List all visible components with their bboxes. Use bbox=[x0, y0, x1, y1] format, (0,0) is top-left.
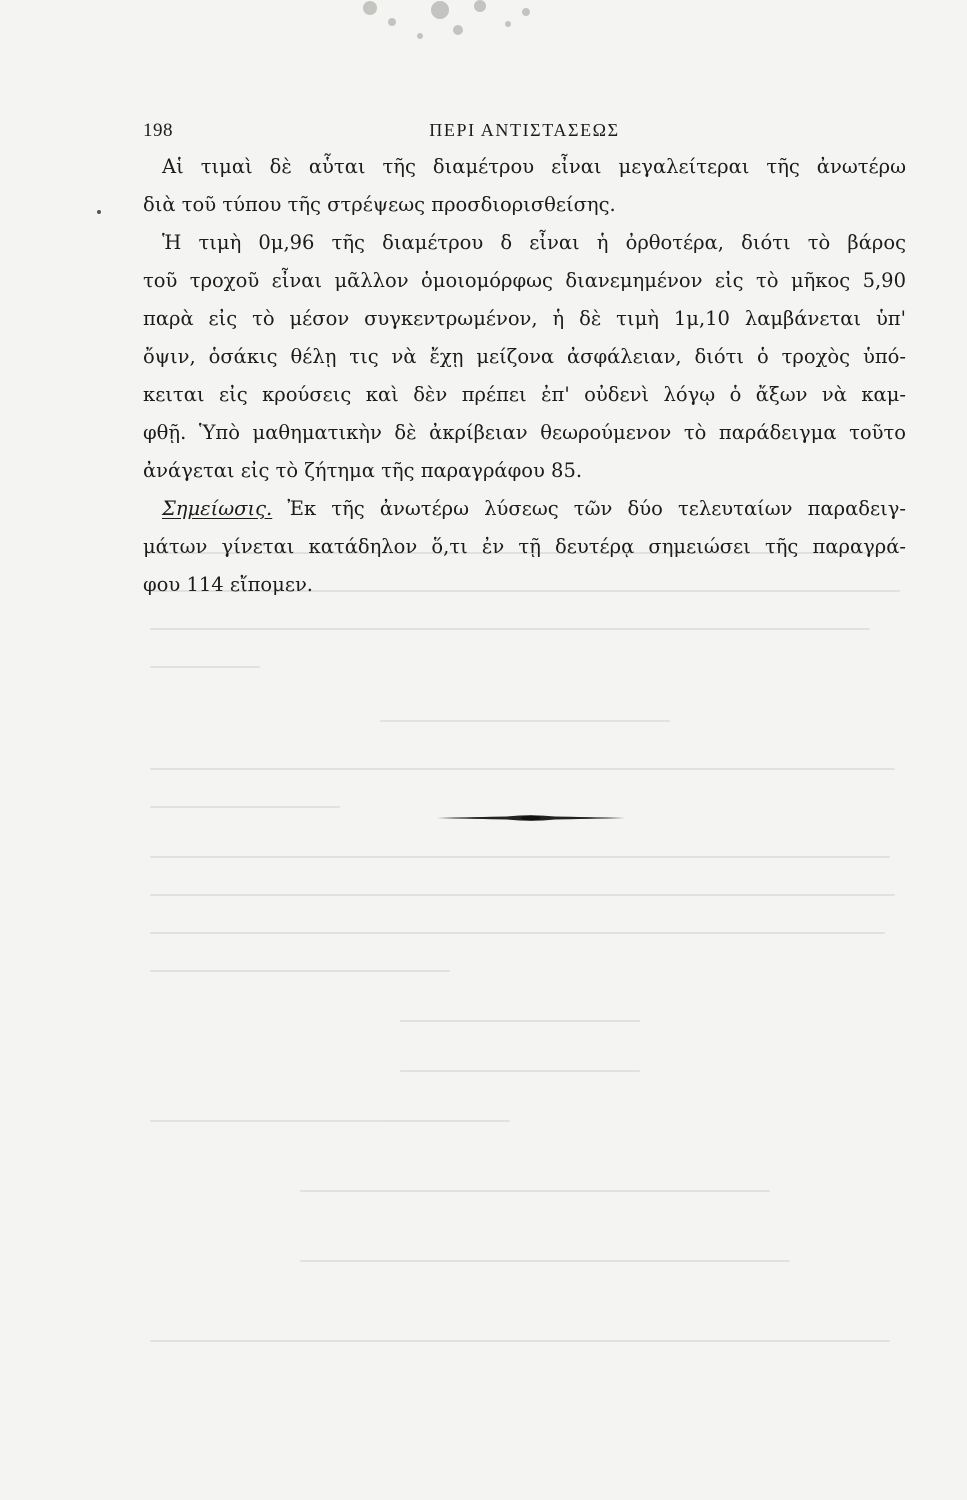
body-line: διὰ τοῦ τύπου τῆς στρέψεως προσδιορισθείσης. bbox=[143, 193, 616, 216]
body-line: Ἡ τιμὴ 0μ,96 τῆς διαμέτρου δ εἶναι ἡ ὀρθοτέρα, διότι τὸ βάρος bbox=[162, 231, 906, 254]
page-number: 198 bbox=[143, 120, 173, 141]
note-line: μάτων γίνεται κατάδηλον ὅ,τι ἐν τῇ δευτέρᾳ σημειώσει τῆς παραγρά- bbox=[143, 535, 906, 558]
note-label: Σημείωσις. bbox=[162, 497, 273, 520]
bleed-through-shadow bbox=[150, 540, 910, 1440]
body-line: Αἱ τιμαὶ δὲ αὗται τῆς διαμέτρου εἶναι μεγαλείτεραι τῆς ἀνωτέρω bbox=[162, 155, 906, 178]
body-line: τοῦ τροχοῦ εἶναι μᾶλλον ὁμοιομόρφως διανεμημένον εἰς τὸ μῆκος 5,90 bbox=[143, 269, 906, 292]
end-of-section-rule-icon bbox=[437, 806, 625, 830]
body-line: ὄψιν, ὁσάκις θέλῃ τις νὰ ἔχῃ μείζονα ἀσφάλειαν, διότι ὁ τροχὸς ὑπό- bbox=[143, 345, 906, 368]
running-head: ΠΕΡΙ ΑΝΤΙΣΤΑΣΕΩΣ bbox=[429, 120, 620, 140]
note-line bbox=[143, 492, 906, 526]
margin-mark bbox=[97, 210, 101, 214]
body-line: ἀνάγεται εἰς τὸ ζήτημα τῆς παραγράφου 85. bbox=[143, 459, 583, 482]
body-line: φθῇ. Ὑπὸ μαθηματικὴν δὲ ἀκρίβειαν θεωρούμενον τὸ παράδειγμα τοῦτο bbox=[143, 421, 906, 444]
body-line: κειται εἰς κρούσεις καὶ δὲν πρέπει ἐπ' οὐδενὶ λόγῳ ὁ ἄξων νὰ καμ- bbox=[143, 383, 906, 406]
note-line: φου 114 εἴπομεν. bbox=[143, 573, 313, 596]
body-line: παρὰ εἰς τὸ μέσον συγκεντρωμένον, ἡ δὲ τιμὴ 1μ,10 λαμβάνεται ὑπ' bbox=[143, 307, 906, 330]
note-text: Ἐκ τῆς ἀνωτέρω λύσεως τῶν δύο τελευταίων παραδειγ- bbox=[272, 497, 906, 520]
page-header bbox=[143, 120, 906, 144]
ink-stain-icon bbox=[330, 0, 560, 60]
